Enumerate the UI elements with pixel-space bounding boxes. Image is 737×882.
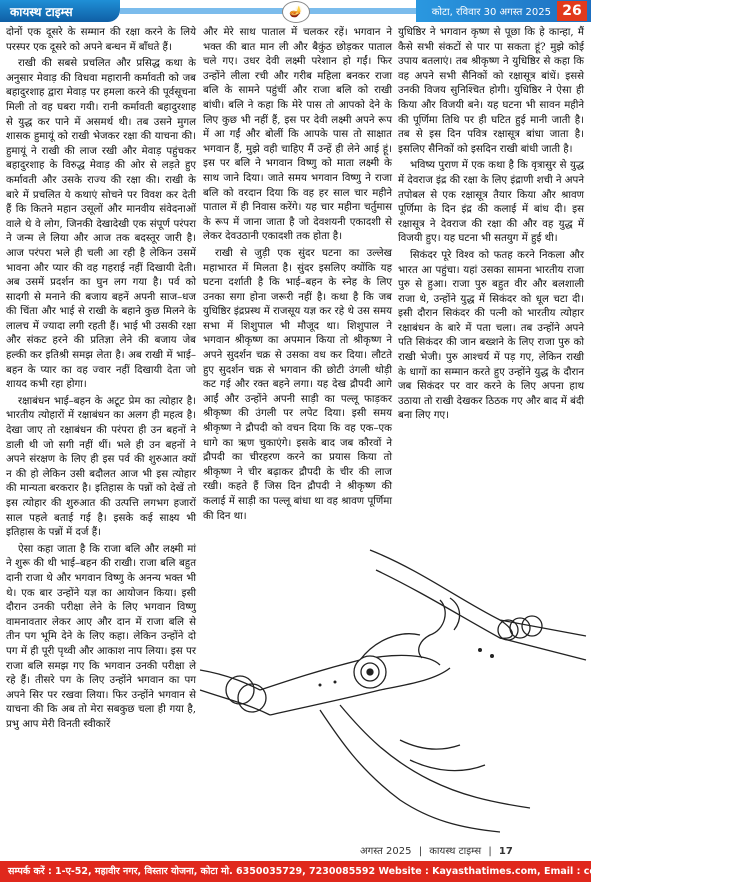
rakhi-tying-hands-illustration (200, 540, 586, 832)
contact-bar: सम्पर्क करें : 1-ए-52, महावीर नगर, विस्तार योजना, कोटा मो. 6350035729, 7230085592 Website : Kayasthatimes.com, Email : contact@kayasthatimes.com (0, 861, 591, 882)
footer-info (360, 843, 590, 857)
footer-page-number: 17 (498, 846, 513, 857)
page-number-badge: 26 (557, 1, 587, 21)
lamp-logo-icon: 🪔 (282, 1, 310, 23)
issue-date: कोटा, रविवार 30 अगस्त 2025 (431, 7, 551, 18)
header-band-stripe (120, 8, 416, 14)
footer-separator: | (488, 846, 492, 857)
page-header (0, 0, 591, 22)
paragraph: युधिष्ठिर ने भगवान कृष्ण से पूछा कि हे कान्हा, मैं कैसे सभी संकटों से पार पा सकता हूं? मुझे कोई उपाय बतलाएं। तब श्रीकृष्ण ने युधिष्ठिर से कहा कि वह अपने सभी सैनिकों को रक्षासूत्र बांधें। इससे उनकी विजय सुनिश्चित होगी। युधिष्ठिर ने ऐसा ही किया और विजयी बने। यह घटना भी सावन महीने की पूर्णिमा तिथि पर ही घटित हुई मानी जाती है। तब से इस दिन पवित्र रक्षासूत्र बांधा जाता है। इसलिए सैनिकों को इसदिन राखी बांधी जाती है। (398, 27, 584, 155)
article-column-2 (203, 26, 392, 522)
footer-separator: | (418, 846, 423, 857)
article-column-3 (398, 26, 584, 422)
paragraph: राखी की सबसे प्रचलित और प्रसिद्ध कथा के अनुसार मेवाड़ की विधवा महारानी कर्मावती को जब बहादुरशाह द्वारा मेवाड़ पर हमला करने की पूर्वसूचना मिली तो वह घबरा गयी। रानी कर्मावती बहादुरशाह से युद्ध कर पाने में असमर्थ थी। तब उसने मुगल शासक हुमायूं को राखी भेजकर रक्षा की याचना की। हुमायूं ने राखी की लाज रखी और मेवाड़ पहुंचकर बहादुरशाह के विरुद्ध मेवाड़ की ओर से लड़ते हुए कर्मावती और उसके राज्य की रक्षा की। राखी के बारे में प्रचलित ये कथाएं सोचने पर विवश कर देती हैं कि कितने महान उसूलों और मानवीय संवेदनाओं वाले थे वे लोग, जिनकी देखादेखी एक संपूर्ण परंपरा ने जन्म ले लिया और आज तक बदस्तूर जारी है। आज परंपरा भले ही चली आ रही है लेकिन उसमें भावना और प्यार की वह गहराई नहीं दिखायी देती। अब उसमें प्रदर्शन का घुन लग गया है। पर्व को सादगी से मनाने की बजाय बहनें अपनी साज–धज की चिंता और भाई से राखी के बहाने कुछ मिलने के लालच में ज्यादा लगी रहती हैं। भाई भी उसकी रक्षा और संकट हरने की प्रतिज्ञा लेने की बजाय जेब हल्की कर इतिश्री समझ लेता है। अब राखी में भाई–बहन के प्यार का वह ज्वार नहीं दिखायी देता जो शायद कभी रहा होगा। (6, 58, 196, 391)
footer-magazine-name: कायस्थ टाइम्स (429, 846, 482, 857)
article-column-1 (6, 26, 196, 735)
footer-month-year: अगस्त 2025 (360, 846, 412, 857)
paragraph: और मेरे साथ पाताल में चलकर रहें। भगवान ने भक्त की बात मान ली और बैकुंठ छोड़कर पाताल चले गए। उधर देवी लक्ष्मी परेशान हो गईं। फिर उन्होंने लीला रची और गरीब महिला बनकर राजा बलि के सामने पहुंचीं और राजा बलि को राखी बांधी। बलि ने कहा कि मेरे पास तो आपको देने के लिए कुछ भी नहीं हैं, इस पर देवी लक्ष्मी अपने रूप में आ गईं और बोलीं कि आपके पास तो साक्षात भगवान हैं, मुझे वही चाहिए मैं उन्हें ही लेने आई हूं। इस पर बलि ने भगवान विष्णु को माता लक्ष्मी के साथ जाने दिया। जाते समय भगवान विष्णु ने राजा बलि को वरदान दिया कि वह हर साल चार महीने पाताल में ही निवास करेंगे। यह चार महीना चर्तुमास के रूप में जाना जाता है जो देवशयनी एकादशी से लेकर देवउठानी एकादशी तक होता है। (203, 27, 392, 243)
paragraph: राखी से जुड़ी एक सुंदर घटना का उल्लेख महाभारत में मिलता है। सुंदर इसलिए क्योंकि यह घटना दर्शाती है कि भाई–बहन के स्नेह के लिए उनका सगा होना जरूरी नहीं है। कथा है कि जब युधिष्ठिर इंद्रप्रस्थ में राजसूय यज्ञ कर रहे थे उस समय सभा में शिशुपाल भी मौजूद था। शिशुपाल ने भगवान श्रीकृष्ण का अपमान किया तो श्रीकृष्ण ने अपने सुदर्शन चक्र से उसका वध कर दिया। लौटते हुए सुदर्शन चक्र से भगवान की छोटी उंगली थोड़ी कट गई और रक्त बहने लगा। यह देख द्रौपदी आगे आईं और उन्होंने अपनी साड़ी का पल्लू फाड़कर श्रीकृष्ण की उंगली पर लपेट दिया। इसी समय श्रीकृष्ण ने द्रौपदी को वचन दिया कि वह एक–एक धागे का ऋण चुकाएंगे। इसके बाद जब कौरवों ने द्रौपदी का चीरहरण करने का प्रयास किया तो श्रीकृष्ण ने चीर बढ़ाकर द्रौपदी के चीर की लाज रखी। कहते हैं जिस दिन द्रौपदी ने श्रीकृष्ण की कलाई में साड़ी का पल्लू बांधा था वह श्रावण पूर्णिमा की दिन था। (203, 247, 392, 522)
paragraph: भविष्य पुराण में एक कथा है कि वृत्रासुर से युद्ध में देवराज इंद्र की रक्षा के लिए इंद्राणी शची ने अपने तपोबल से एक रक्षासूत्र तैयार किया और श्रावण पूर्णिमा के दिन इंद्र की कलाई में बांध दी। इस रक्षासूत्र ने देवराज की रक्षा की और वह युद्ध में विजयी हुए। यह घटना भी सतयुग में हुई थी। (398, 160, 584, 245)
paragraph: दोनों एक दूसरे के सम्मान की रक्षा करने के लिये परस्पर एक दूसरे को अपने बन्धन में बाँधते हैं। (6, 27, 196, 53)
paragraph: सिकंदर पूरे विश्व को फतह करने निकला और भारत आ पहुंचा। यहां उसका सामना भारतीय राजा पुरु से हुआ। राजा पुरु बहुत वीर और बलशाली राजा थे, उन्होंने युद्ध में सिकंदर को धूल चटा दी। इसी दौरान सिकंदर की पत्नी को भारतीय त्योहार रक्षाबंधन के बारे में पता चला। तब उन्होंने अपने पति सिकंदर की जान बख्शने के लिए राजा पुरु को राखी भेजी। पुरु आश्चर्य में पड़ गए, लेकिन राखी के धागों का सम्मान करते हुए उन्होंने युद्ध के दौरान जब सिकंदर पर वार करने के लिए अपना हाथ उठाया तो राखी देखकर ठिठक गए और बाद में बंदी बना लिए गए। (398, 249, 584, 422)
magazine-title: कायस्थ टाइम्स (10, 5, 73, 19)
paragraph: रक्षाबंधन भाई–बहन के अटूट प्रेम का त्योहार है। भारतीय त्योहारों में रक्षाबंधन का अलग ही महत्व है। देखा जाए तो रक्षाबंधन की परंपरा ही उन बहनों ने डाली थी जो सगी नहीं थीं। भले ही उन बहनों ने अपने संरक्षण के लिए ही इस पर्व की शुरुआत क्यों न की हो लेकिन उसी बदौलत आज भी इस त्योहार की मान्यता बरकरार है। इतिहास के पन्नों को देखें तो इस त्योहार की शुरुआत की उत्पत्ति लगभग हजारों साल पहले बताई गई है। इसके कई साक्ष्य भी इतिहास के पन्नों में दर्ज हैं। (6, 395, 196, 539)
paragraph: ऐसा कहा जाता है कि राजा बलि और लक्ष्मी मां ने शुरू की थी भाई–बहन की राखी। राजा बलि बहुत दानी राजा थे और भगवान विष्णु के अनन्य भक्त भी थे। एक बार उन्होंने यज्ञ का आयोजन किया। इसी दौरान उनकी परीक्षा लेने के लिए भगवान विष्णु वामनावतार लेकर आए और दान में राजा बलि से तीन पग भूमि देने के लिए कहा। लेकिन उन्होंने दो पग में ही पूरी पृथ्वी और आकाश नाप लिया। इस पर राजा बलि समझ गए कि भगवान उनकी परीक्षा ले रहे हैं। तीसरे पग के लिए उन्होंने भगवान का पग अपने सिर पर रखवा लिया। फिर उन्होंने भगवान से याचना की कि अब तो मेरा सबकुछ चला ही गया है, प्रभु आप मेरी विनती स्वीकारें (6, 543, 196, 730)
